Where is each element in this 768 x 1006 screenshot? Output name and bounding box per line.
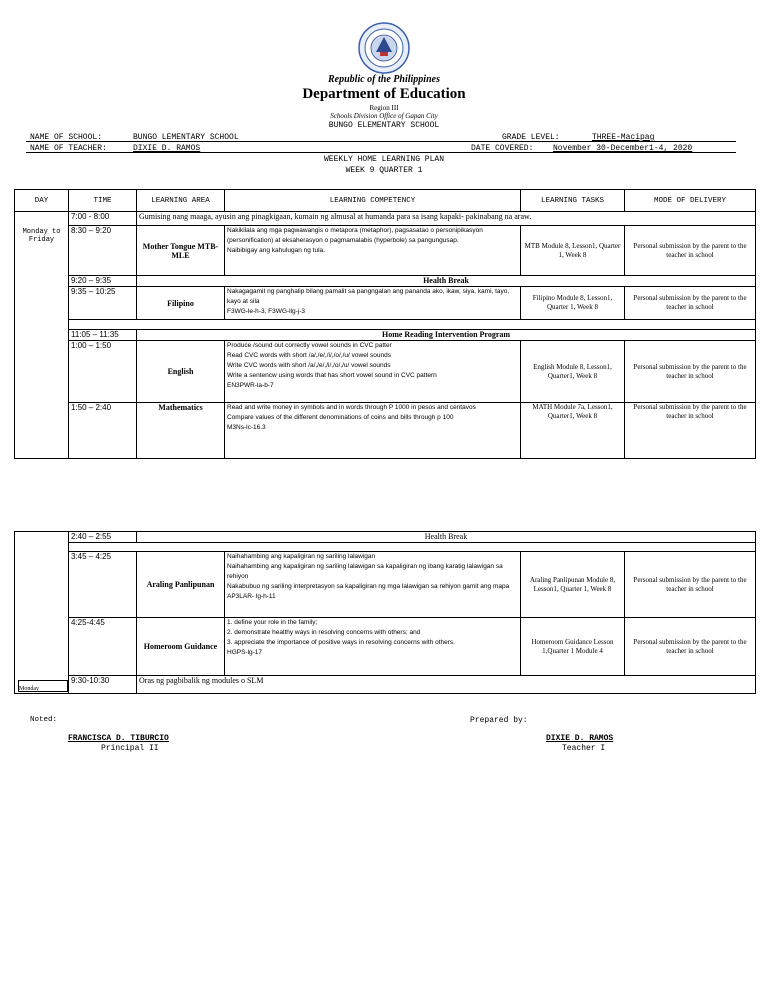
grade-label: GRADE LEVEL: (502, 133, 560, 142)
teacher-value: DIXIE D. RAMOS (133, 144, 201, 153)
time-cell: 9:30-10:30 (69, 676, 137, 694)
teacher-name: DIXIE D. RAMOS (546, 734, 614, 743)
time-cell: 8:30 – 9:20 (69, 226, 137, 276)
time-cell: 11:05 – 11:35 (69, 330, 137, 341)
date-label: DATE COVERED: (471, 144, 534, 153)
delivery-cell: Personal submission by the parent to the teacher in school (625, 341, 756, 403)
division-label: Schools Division Office of Gapan City (330, 112, 438, 120)
time-cell: 3:45 – 4:25 (69, 552, 137, 618)
teacher-label: NAME OF TEACHER: (30, 144, 107, 153)
region-label: Region III (369, 104, 399, 112)
grade-value: THREE-Macipag (592, 133, 655, 142)
task-cell: English Module 8, Lesson1, Quarter1, Week 8 (521, 341, 625, 403)
time-cell: 2:40 – 2:55 (69, 532, 137, 543)
learning-area-cell: Mother Tongue MTB-MLE (137, 226, 225, 276)
time-cell: 7:00 - 8:00 (69, 212, 137, 226)
header-learning-area: LEARNING AREA (137, 190, 225, 212)
task-cell: MTB Module 8, Lesson1, Quarter 1, Week 8 (521, 226, 625, 276)
day-cell: Monday to Friday (15, 212, 69, 459)
date-value: November 30-December1-4, 2020 (553, 144, 693, 153)
principal-title: Principal II (101, 744, 159, 753)
routine-cell: Gumising nang maaga, ayusin ang pinagkigaan, kumain ng almusal at humanda para sa isang kapaki- pakinabang na araw. (137, 212, 756, 226)
delivery-cell: Personal submission by the parent to the teacher in school (625, 618, 756, 676)
time-cell: 1:00 – 1:50 (69, 341, 137, 403)
competency-cell: Nakikilala ang mga pagwawangis o metapora (metaphor), pagsasatao o personipikasyon (personification) at eksaherasyon o pagmamalabis (hyperbole) sa pangungusap. Naibibigay ang kahulugan ng tula. (225, 226, 521, 276)
learning-area-cell: Araling Panlipunan (137, 552, 225, 618)
reading-program-cell: Home Reading Intervention Program (137, 330, 756, 341)
module-return-cell: Oras ng pagbibalik ng modules o SLM (137, 676, 756, 694)
delivery-cell: Personal submission by the parent to the teacher in school (625, 403, 756, 459)
task-cell: MATH Module 7a, Lesson1, Quarter1, Week 8 (521, 403, 625, 459)
header-tasks: LEARNING TASKS (521, 190, 625, 212)
task-cell: Filipino Module 8, Lesson1, Quarter 1, Week 8 (521, 287, 625, 320)
week-label: WEEK 9 QUARTER 1 (345, 166, 423, 175)
competency-cell: 1. define your role in the family; 2. demonstrate healthy ways in resolving concerns with others; and 3. appreciate the importance of positive ways in resolving concerns with others. HGPS-lg-17 (225, 618, 521, 676)
teacher-title: Teacher I (562, 744, 606, 753)
deped-seal-icon (358, 22, 410, 74)
header-delivery: MODE OF DELIVERY (625, 190, 756, 212)
competency-cell: Read and write money in symbols and in words through P 1000 in pesos and centavos Compare values of the different denominations of coins and bills through p 100 M3Ns-lc-16.3 (225, 403, 521, 459)
time-cell: 4:25-4:45 (69, 618, 137, 676)
break-cell: Health Break (137, 532, 756, 543)
learning-area-cell: Mathematics (137, 403, 225, 459)
principal-name: FRANCISCA D. TIBURCIO (68, 734, 169, 743)
time-cell: 9:35 – 10:25 (69, 287, 137, 320)
learning-area-cell: Filipino (137, 287, 225, 320)
header-day: DAY (15, 190, 69, 212)
day-cell-overlap: Monday (18, 680, 68, 692)
day-cell (15, 532, 69, 694)
republic-label: Republic of the Philippines (328, 74, 440, 85)
task-cell: Homeroom Guidance Lesson 1,Quarter 1 Module 4 (521, 618, 625, 676)
competency-cell: Naihahambing ang kapaligiran ng sariling lalawigan Naihahambing ang kapaligiran ng sariling lalawigan sa kapaligiran ng ibang karatig lalawigan sa rehiyon Nakabubuo ng sariling interpretasyon sa kapaligiran ng mga lalawigan sa rehiyon gamit ang mapa AP3LAR- lg-h-11 (225, 552, 521, 618)
learning-area-cell: Homeroom Guidance (137, 618, 225, 676)
time-cell: 9:20 – 9:35 (69, 276, 137, 287)
competency-cell: Produce /sound out correctly vowel sounds in CVC patter Read CVC words with short /a/,/e/,/i/,/o/,/u/ vowel sounds Write CVC words with short /a/,/e/,/i/,/o/,/u/ vowel sounds Write a sentencw using words that has short vowel sound in CVC pattern EN3PWR-la-b-7 (225, 341, 521, 403)
learning-area-cell: English (137, 341, 225, 403)
delivery-cell: Personal submission by the parent to the teacher in school (625, 552, 756, 618)
delivery-cell: Personal submission by the parent to the teacher in school (625, 226, 756, 276)
learning-plan-table-continued (14, 531, 756, 694)
task-cell: Araling Panlipunan Module 8, Lesson1, Quarter 1, Week 8 (521, 552, 625, 618)
header-time: TIME (69, 190, 137, 212)
plan-title: WEEKLY HOME LEARNING PLAN (323, 155, 445, 164)
header-competency: LEARNING COMPETENCY (225, 190, 521, 212)
prepared-label: Prepared by: (470, 716, 528, 725)
break-cell: Health Break (137, 276, 756, 287)
competency-cell: Nakagagamit ng panghalip bilang pamalit sa pangngalan ang pananda ako, ikaw, siya, kami, tayo, kayo at sila F3WG-le-h-3, F3WG-llg-j-3 (225, 287, 521, 320)
school-header: BUNGO ELEMENTARY SCHOOL (328, 121, 440, 130)
delivery-cell: Personal submission by the parent to the teacher in school (625, 287, 756, 320)
noted-label: Noted: (30, 716, 58, 724)
school-label: NAME OF SCHOOL: (30, 133, 103, 142)
time-cell: 1:50 – 2:40 (69, 403, 137, 459)
school-value: BUNGO LEMENTARY SCHOOL (133, 133, 239, 142)
learning-plan-table (14, 189, 756, 459)
department-title: Department of Education (302, 86, 466, 102)
